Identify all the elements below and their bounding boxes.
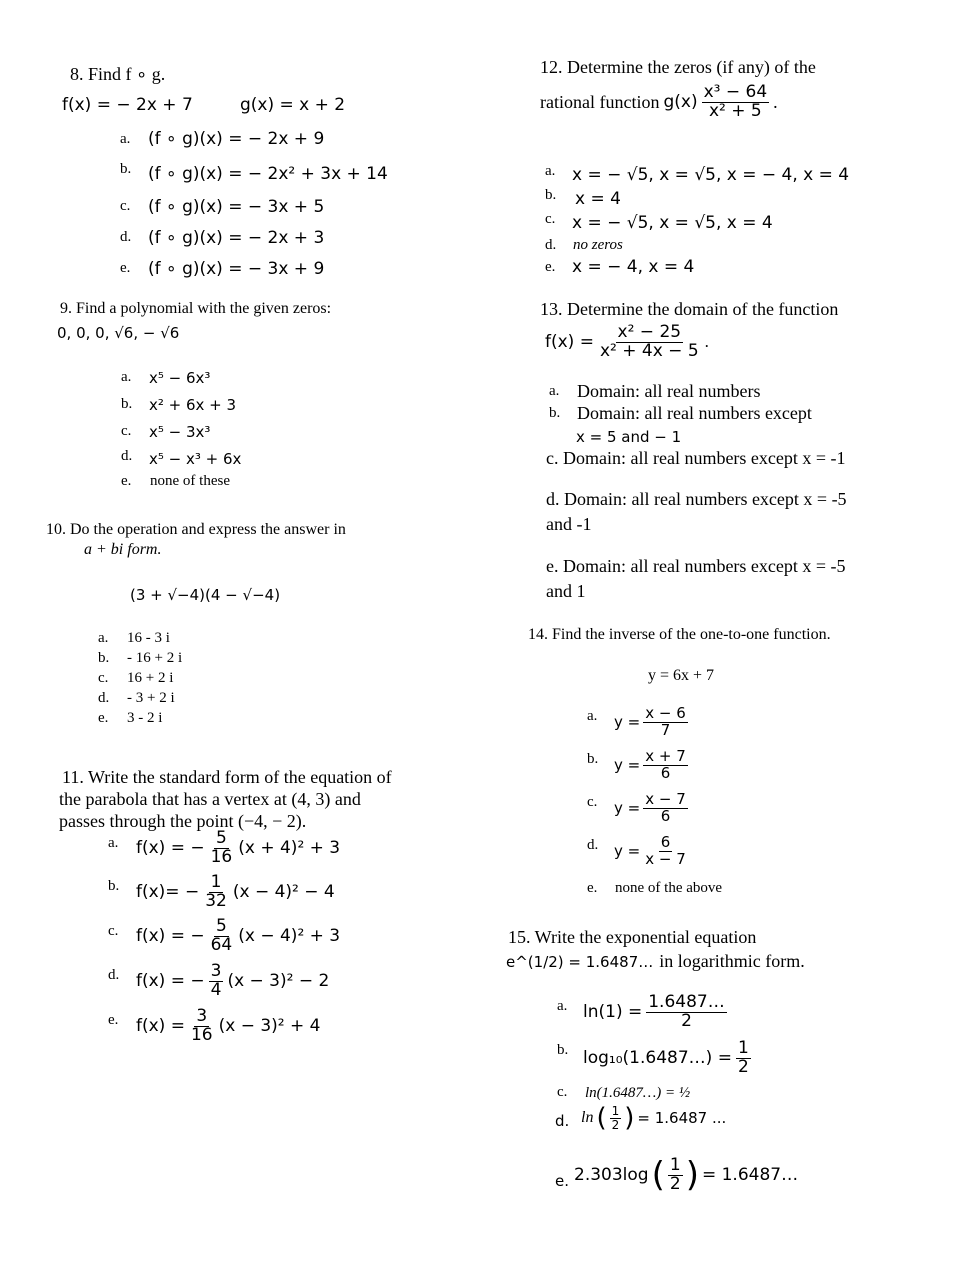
q11-option-lhs: f(x) = − [136,971,205,992]
q13-option-e: e. Domain: all real numbers except x = -5 [546,556,846,576]
q8-option-expr: (f ∘ g)(x) = − 3x + 5 [148,197,325,217]
q15-option-letter: c. [557,1084,568,1100]
q8-title: 8. Find f ∘ g. [70,64,166,84]
q11-option-equation [136,874,335,911]
q11-option-denominator: 32 [205,890,227,911]
q15-option-numerator: 1 [611,1104,620,1118]
q14-option-letter: a. [587,708,598,724]
q13-option-letter: b. [549,405,561,421]
q12-line1: 12. Determine the zeros (if any) of the [540,57,816,77]
q11-line3: passes through the point (−4, − 2). [59,811,307,831]
q14-option-numerator: 6 [660,833,671,851]
q12-option-expr: no zeros [573,237,623,253]
q13-option-e-cont: and 1 [546,581,586,601]
q15-left-paren: ( [651,1155,665,1196]
q15-option-rhs: = 1.6487 ... [637,1109,727,1128]
q8-option-letter: b. [120,161,132,177]
q11-option-numerator: 5 [216,916,227,936]
q15-option-a [583,994,727,1031]
q12-option-expr: x = − √5, x = √5, x = − 4, x = 4 [572,165,850,185]
q11-option-denominator: 4 [210,979,222,1000]
q10-option-expr: - 16 + 2 i [127,650,183,666]
q11-option-lhs: f(x) = [136,1016,185,1037]
q9-zeros: 0, 0, 0, √6, − √6 [57,324,180,342]
q8-given-g: g(x) = x + 2 [240,95,346,115]
q15-option-fraction [610,1105,622,1131]
q11-option-letter: d. [108,967,120,983]
q11-option-numerator: 5 [216,828,227,848]
q11-option-denominator: 16 [190,1024,213,1045]
q10-title-line2: a + bi form. [84,541,162,558]
q10-option-letter: b. [98,650,110,666]
q14-option-lhs: y = [614,713,641,732]
q14-option-numerator: x − 6 [645,704,686,722]
q14-option-lhs: y = [614,756,641,775]
q14-option-e: none of the above [615,880,723,896]
q11-option-rhs: (x + 4)² + 3 [238,838,341,859]
q10-option-letter: a. [98,630,109,646]
q14-option-letter: b. [587,751,599,767]
q15-option-denominator: 2 [611,1117,620,1132]
q11-option-rhs: (x − 4)² − 4 [232,882,335,903]
q12-option-expr: x = − √5, x = √5, x = 4 [572,213,773,233]
q12-option-expr: x = 4 [575,189,621,209]
q15-option-denominator: 2 [669,1173,681,1194]
q11-option-rhs: (x − 4)² + 3 [238,926,341,947]
q12-option-letter: b. [545,187,557,203]
q14-option-equation [614,835,688,868]
q13-option-b-values: x = 5 and − 1 [576,428,682,446]
q11-option-lhs: f(x) = − [136,926,205,947]
q15-option-b [583,1040,751,1077]
q9-option-expr: none of these [150,473,230,489]
q12-option-letter: c. [545,211,556,227]
q12-period: . [773,91,778,112]
q13-option-b: Domain: all real numbers except [577,403,812,423]
q13-func-denominator: x² + 4x − 5 [599,340,699,361]
q9-title: 9. Find a polynomial with the given zeros: [60,300,332,317]
q14-option-lhs: y = [614,799,641,818]
q9-option-letter: e. [121,473,132,489]
q15-right-paren: ) [624,1103,635,1134]
q15-option-letter: b. [557,1042,569,1058]
q15-option-lhs: ln(1) = [583,1002,643,1023]
q15-option-denominator: 2 [737,1056,749,1077]
q13-option-d-cont: and -1 [546,514,592,534]
q13-title: 13. Determine the domain of the function [540,299,839,319]
q14-option-equation [614,706,688,739]
q14-option-denominator: 6 [660,806,671,825]
q14-option-fraction [643,792,688,825]
q10-option-letter: d. [98,690,110,706]
q15-right-paren: ) [685,1155,699,1196]
q12-option-letter: d. [545,237,557,253]
q14-function: y = 6x + 7 [648,667,715,684]
q15-equation-suffix: in logarithmic form. [659,951,805,971]
q10-option-letter: e. [98,710,109,726]
q8-option-expr: (f ∘ g)(x) = − 3x + 9 [148,259,325,279]
q15-option-letter: a. [557,998,568,1014]
q9-option-expr: x⁵ − 3x³ [149,423,211,441]
q12-func-numerator: x³ − 64 [703,82,768,102]
q12-option-letter: a. [545,163,556,179]
q15-option-e [574,1157,798,1194]
q15-option-d [581,1103,727,1134]
q13-func-fraction [598,324,701,361]
q11-option-lhs: f(x) = − [136,838,205,859]
q15-option-rhs: = 1.6487… [701,1165,799,1186]
q12-line2 [540,84,778,121]
q10-option-expr: 16 - 3 i [127,630,170,646]
q14-title: 14. Find the inverse of the one-to-one function. [528,626,831,643]
q13-option-letter: a. [549,383,560,399]
q15-option-letter: e. [555,1172,569,1190]
q13-function [545,324,709,361]
q11-line2: the parabola that has a vertex at (4, 3) and [59,789,361,809]
q11-option-equation [136,830,340,867]
q15-option-fraction [646,994,726,1031]
q11-option-fraction [209,830,235,867]
q10-option-expr: 3 - 2 i [127,710,163,726]
q9-option-letter: d. [121,448,133,464]
q15-option-fraction [736,1040,751,1077]
q11-option-fraction [203,874,229,911]
q12-func-denominator: x² + 5 [709,100,762,121]
q13-option-a: Domain: all real numbers [577,381,761,401]
q11-option-denominator: 16 [210,846,233,867]
q8-option-letter: d. [120,229,132,245]
q10-option-letter: c. [98,670,109,686]
q13-period: . [704,332,709,352]
q11-option-letter: a. [108,835,119,851]
q11-option-fraction [189,1008,215,1045]
q14-option-fraction [643,835,688,868]
q9-option-letter: a. [121,369,132,385]
q15-option-lhs: 2.303log [574,1165,649,1186]
q11-line1: 11. Write the standard form of the equation of [62,767,392,787]
q11-option-letter: b. [108,878,120,894]
q14-option-numerator: x − 7 [645,790,686,808]
q11-option-equation [136,918,340,955]
q15-option-denominator: 2 [681,1010,692,1031]
q12-func-lhs: g(x) [663,92,698,113]
q9-option-letter: c. [121,423,132,439]
q13-func-numerator: x² − 25 [617,322,682,342]
q11-option-denominator: 64 [210,934,233,955]
q8-option-letter: c. [120,198,131,214]
q11-option-fraction [209,918,235,955]
q15-left-paren: ( [596,1103,607,1134]
q11-option-lhs: f(x)= − [136,882,200,903]
q15-option-c: ln(1.6487…) = ½ [585,1085,691,1101]
q15-option-lhs: log₁₀(1.6487…) = [583,1048,732,1069]
q8-option-expr: (f ∘ g)(x) = − 2x² + 3x + 14 [148,164,388,184]
q15-equation: e^(1/2) = 1.6487… [506,953,654,971]
q11-option-numerator: 3 [210,961,222,981]
q14-option-letter: c. [587,794,598,810]
q13-option-c: c. Domain: all real numbers except x = -1 [546,448,846,468]
q8-option-expr: (f ∘ g)(x) = − 2x + 9 [148,129,325,149]
q8-option-expr: (f ∘ g)(x) = − 2x + 3 [148,228,325,248]
q14-option-letter: e. [587,880,598,896]
q15-line2 [506,951,805,972]
q12-option-expr: x = − 4, x = 4 [572,257,695,277]
q9-option-expr: x² + 6x + 3 [149,396,237,414]
q10-option-expr: - 3 + 2 i [127,690,175,706]
q14-option-denominator: x − 7 [645,849,686,868]
q15-option-lhs: ln [581,1109,594,1127]
q14-option-denominator: 7 [660,720,671,739]
q11-option-rhs: (x − 3)² + 4 [218,1016,321,1037]
q15-option-numerator: 1 [737,1038,749,1058]
q8-option-letter: e. [120,260,131,276]
q11-option-numerator: 3 [196,1006,208,1026]
q13-func-lhs: f(x) = [545,332,594,353]
q11-option-letter: c. [108,923,119,939]
q14-option-fraction [643,749,688,782]
q14-option-equation [614,792,688,825]
q14-option-letter: d. [587,837,599,853]
q9-option-expr: x⁵ − 6x³ [149,369,211,387]
q15-option-fraction [668,1157,683,1194]
q12-line2-text: rational function [540,91,660,112]
q8-option-letter: a. [120,131,131,147]
q10-title-line1: 10. Do the operation and express the answer in [46,521,346,538]
q14-option-lhs: y = [614,842,641,861]
q15-option-numerator: 1 [669,1155,681,1175]
q9-option-expr: x⁵ − x³ + 6x [149,450,242,468]
q15-option-letter: d. [555,1112,570,1130]
q15-option-numerator: 1.6487… [648,992,725,1012]
q9-option-letter: b. [121,396,133,412]
q11-option-letter: e. [108,1012,119,1028]
q11-option-numerator: 1 [210,872,222,892]
q13-option-d: d. Domain: all real numbers except x = -5 [546,489,847,509]
q14-option-denominator: 6 [660,763,671,782]
q12-func-fraction [702,84,770,121]
q10-expression: (3 + √−4)(4 − √−4) [130,586,281,604]
q14-option-equation [614,749,688,782]
q11-option-fraction [209,963,224,1000]
q10-option-expr: 16 + 2 i [127,670,174,686]
q14-option-fraction [643,706,688,739]
q15-line1: 15. Write the exponential equation [508,927,757,947]
q11-option-equation [136,963,329,1000]
q12-option-letter: e. [545,259,556,275]
q11-option-rhs: (x − 3)² − 2 [227,971,330,992]
q14-option-numerator: x + 7 [645,747,686,765]
q11-option-equation [136,1008,321,1045]
q8-given-f: f(x) = − 2x + 7 [62,95,193,115]
